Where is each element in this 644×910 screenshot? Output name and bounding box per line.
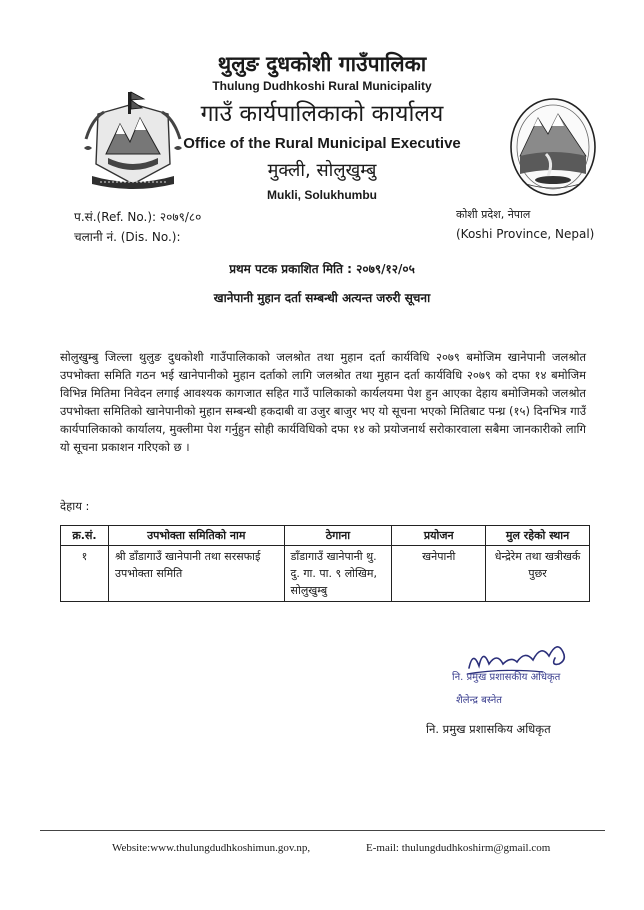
footer-website: Website:www.thulungdudhkoshimun.gov.np, xyxy=(112,842,311,854)
notice-subject: खानेपानी मुहान दर्ता सम्बन्धी अत्यन्त जरुरी सूचना xyxy=(213,291,431,305)
footer-email: E-mail: thulungdudhkoshirm@gmail.com xyxy=(366,842,551,854)
signatory-name: शैलेन्द्र बस्नेत xyxy=(456,695,502,706)
footer-divider xyxy=(40,830,605,831)
reference-number: प.सं.(Ref. No.): २०७९/८० xyxy=(74,210,202,224)
signature-stamp: नि. प्रमुख प्रशासकीय अधिकृत xyxy=(452,672,561,683)
cell-committee-name: श्री डाँडागाउँ खानेपानी तथा सरसफाई उपभोक्ता समिति xyxy=(108,546,284,602)
table-row xyxy=(61,546,590,602)
column-header-serial: क्र.सं. xyxy=(61,526,109,546)
office-name-english: Office of the Rural Municipal Executive xyxy=(183,135,461,152)
dispatch-number: चलानी नं. (Dis. No.): xyxy=(74,230,181,244)
cell-purpose: खनेपानी xyxy=(392,546,486,602)
column-header-committee-name: उपभोक्ता समितिको नाम xyxy=(108,526,284,546)
province-nepali: कोशी प्रदेश, नेपाल xyxy=(456,208,531,221)
signatory-title: नि. प्रमुख प्रशासकिय अधिकृत xyxy=(426,722,551,736)
committee-table xyxy=(60,525,590,602)
location-english: Mukli, Solukhumbu xyxy=(267,188,377,202)
notice-body: सोलुखुम्बु जिल्ला थुलुङ दुधकोशी गाउँपालिकाको जलश्रोत तथा मुहान दर्ता कार्यविधि २०७९ बमोजिम खानेपानी जलश्रोत उपभोक्ता समिति गठन भई खानेपानीको मुहान दर्ताको लागि जलश्रोत तथा मुहान दर्ता कार्यविधि २०७९ को दफा १४ बमोजिम विभिन्न मितिमा निवेदन लगाई आवश्यक कागजात सहित गाउँ पालिकाको कार्यलयमा पेश हुन आएका देहाय बमोजिमको जलश्रोत उपभोक्ता समितिको खानेपानीको मुहान सम्बन्धी हकदाबी वा उजुर बाजुर भए यो सूचना भएको मितिबाट पन्ध्र (१५) दिनभित्र गाउँ कार्यपालिकाको कार्यालय, मुक्लीमा पेश गर्नुहुन सोही कार्यविधिको दफा १४ को प्रयोजनार्थ सरोकारवाला सबैमा जानकारीको लागि यो सूचना प्रकाशन गरिएको छ । xyxy=(60,350,586,454)
cell-address: डाँडागाउँ खानेपानी थु. दु. गा. पा. ९ लोखिम, सोलुखुम्बु xyxy=(284,546,392,602)
location-nepali: मुक्ली, सोलुखुम्बु xyxy=(267,160,377,181)
column-header-source-location: मुल रहेको स्थान xyxy=(486,526,590,546)
first-published-date: प्रथम पटक प्रकाशित मिति : २०७९/१२/०५ xyxy=(229,262,415,276)
province-english: (Koshi Province, Nepal) xyxy=(456,227,595,241)
office-name-nepali: गाउँ कार्यपालिकाको कार्यालय xyxy=(200,101,444,127)
cell-serial: १ xyxy=(61,546,109,602)
table-header-row xyxy=(61,526,590,546)
annex-label: देहाय : xyxy=(60,499,90,513)
municipality-name-nepali: थुलुङ दुधकोशी गाउँपालिका xyxy=(217,52,427,76)
cell-source-location: धेन्द्रेरेम तथा खत्रीखर्क पुछर xyxy=(486,546,590,602)
column-header-address: ठेगाना xyxy=(284,526,392,546)
municipality-name-english: Thulung Dudhkoshi Rural Municipality xyxy=(212,79,432,93)
column-header-purpose: प्रयोजन xyxy=(392,526,486,546)
